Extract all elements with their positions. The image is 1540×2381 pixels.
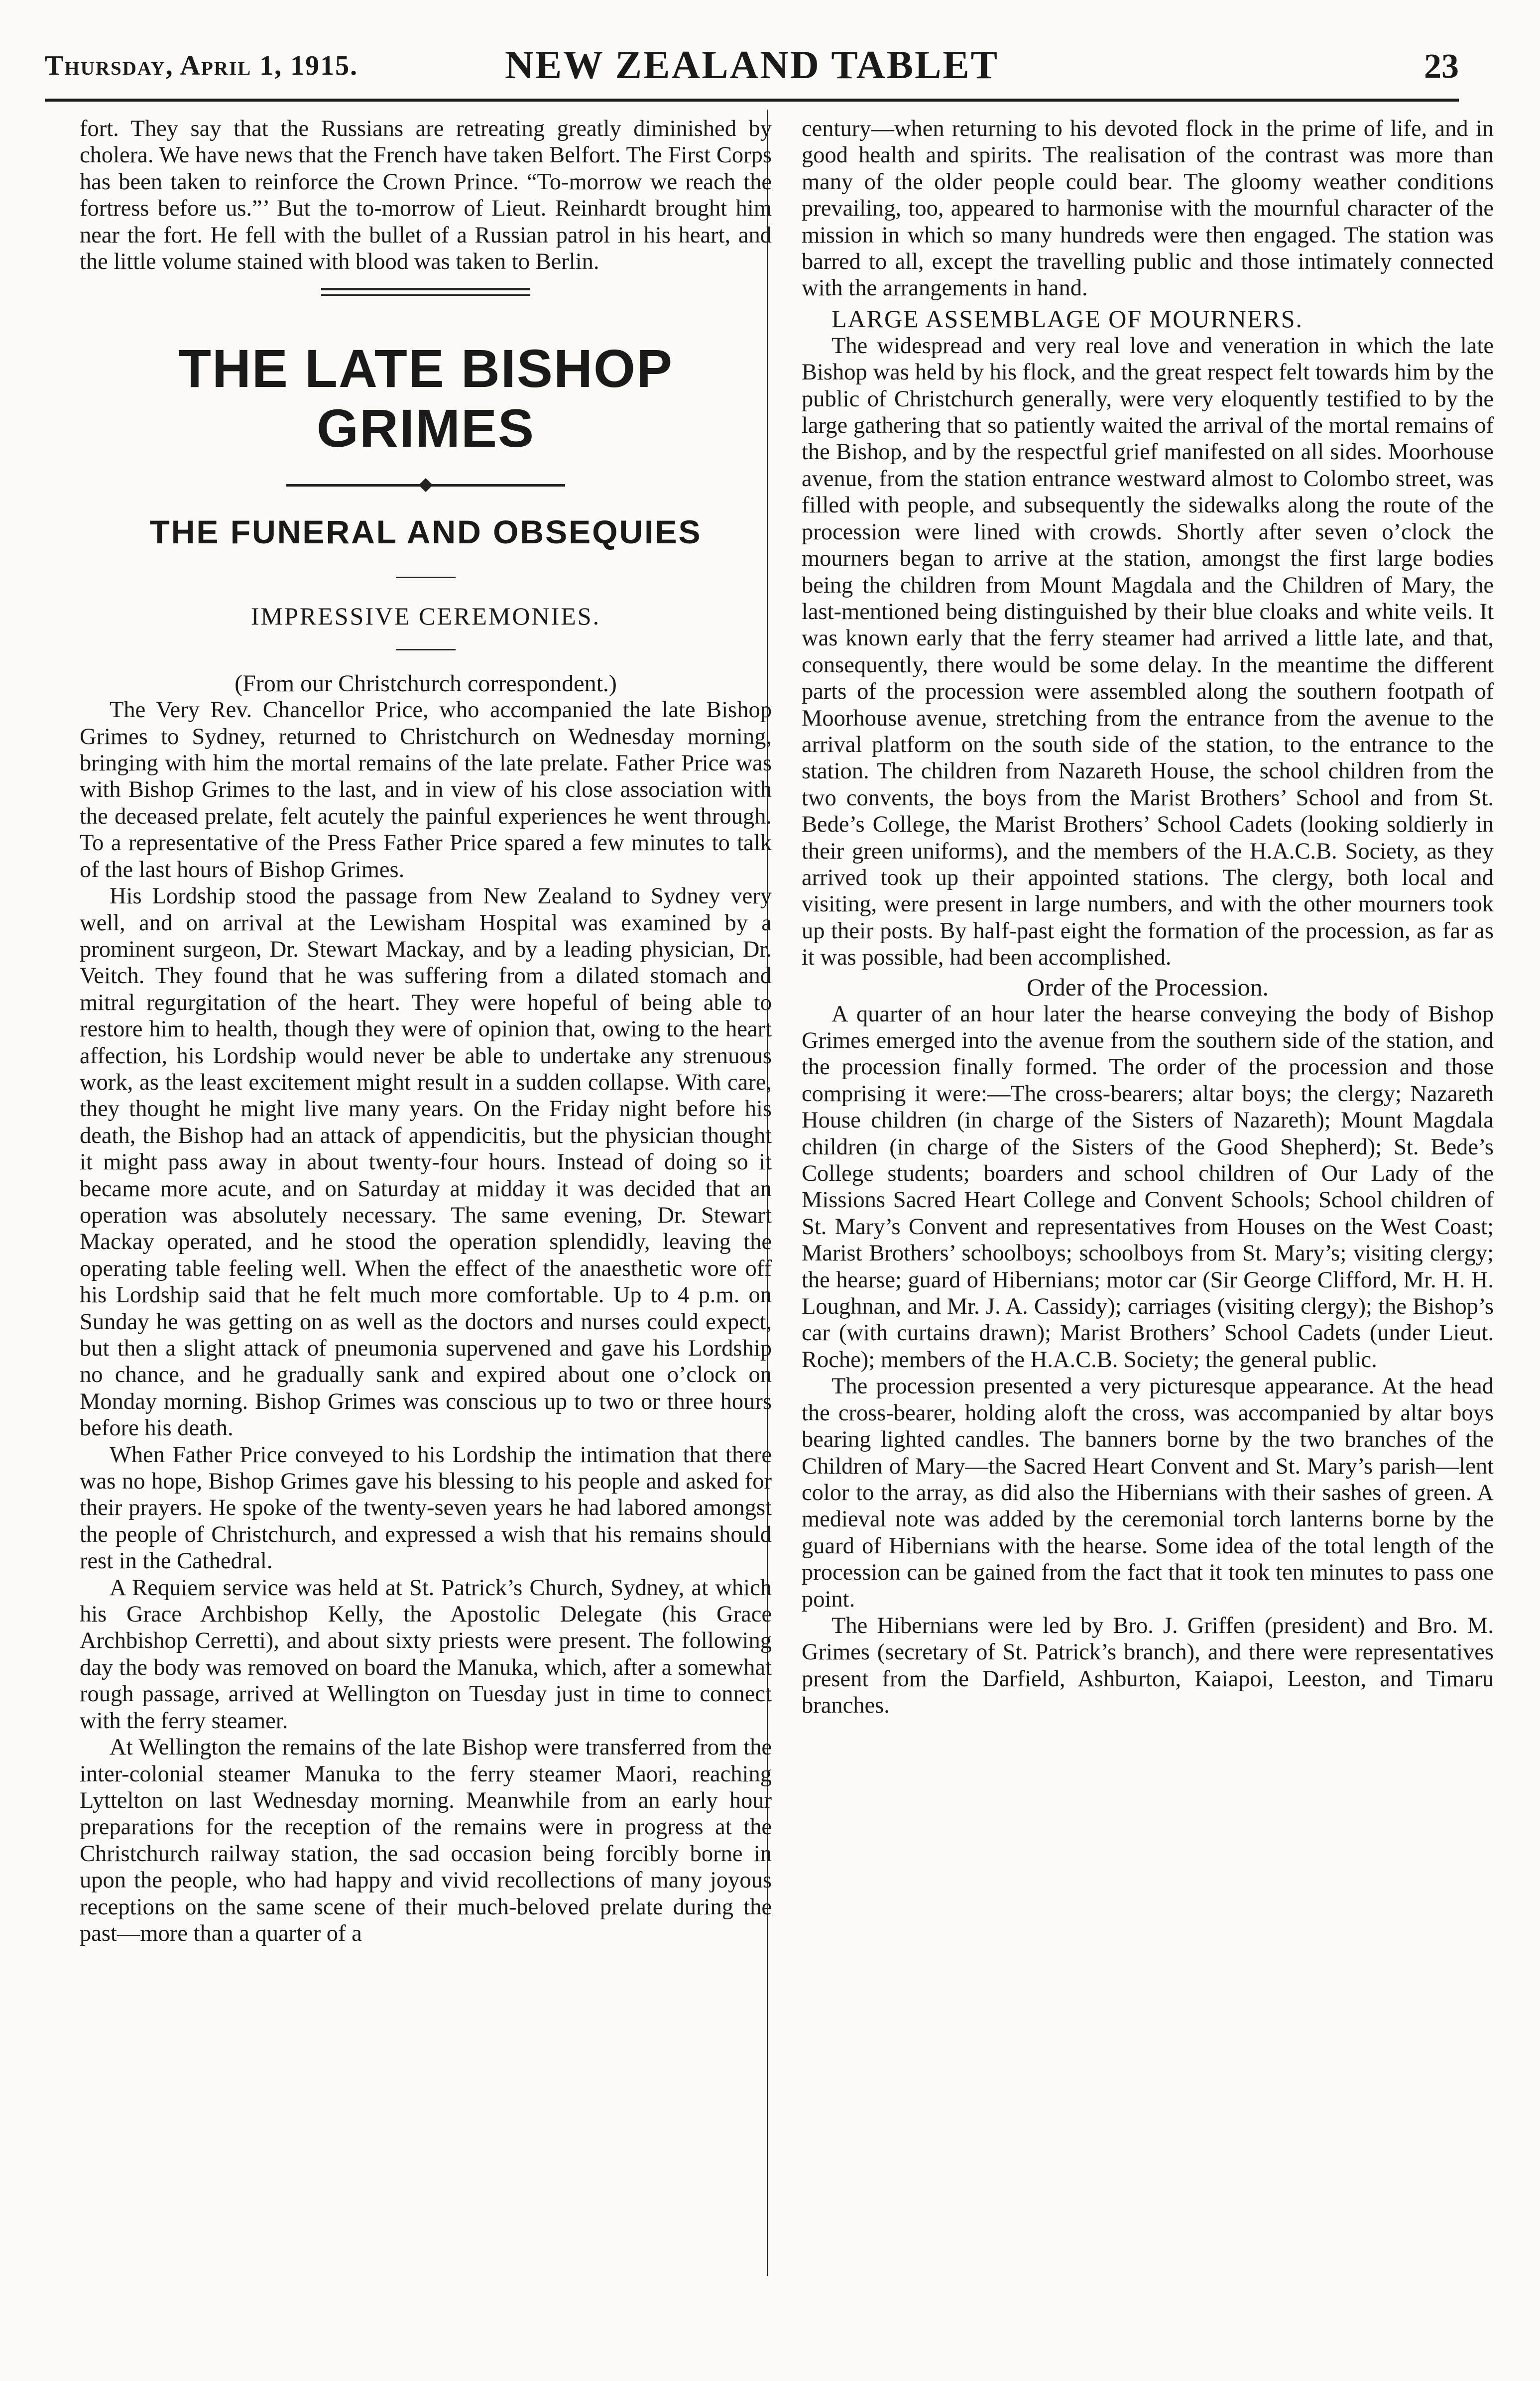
paragraph: The widespread and very real love and veneration in which the late Bishop was held by his flock, and the great respect felt towards him by the public of Christchurch generally, were very eloquently testified to by the large gathering that so patiently waited the arrival of the mortal remains of the Bishop, and by the respectful grief manifested on all sides. Moorhouse avenue, from the station entrance westward almost to Colombo street, was filled with people, and subsequently the sidewalks along the route of the procession were lined with crowds. Shortly after seven o’clock the mourners began to arrive at the station, amongst the first large bodies being the children from Mount Magdala and the Children of Mary, the last-mentioned being distinguished by their blue cloaks and white veils. It was known early that the ferry steamer had arrived a little late, and that, consequently, there would be some delay. In the meantime the different parts of the procession were assembled along the southern footpath of Moorhouse avenue, stretching from the entrance from the avenue to the arrival platform on the south side of the station, to the entrance to the station. The children from Nazareth House, the school children from the two convents, the boys from the Marist Brothers’ School and from St. Bede’s College, the Marist Brothers’ School Cadets (looking soldierly in their green uniforms), and the members of the H.A.C.B. Society, as they arrived took up their appointed stations. The clergy, both local and visiting, were present in large numbers, and with the other mourners took up their posts. By half-past eight the formation of the procession, as far as it was possible, had been accomplished. bbox=[802, 333, 1494, 971]
masthead bbox=[45, 40, 1459, 100]
continued-article-text: fort. They say that the Russians are retreating greatly diminished by cholera. We have news that the French have taken Belfort. The First Corps has been taken to reinforce the Crown Prince. “To-morrow we reach the fortress before us.”’ But the to-morrow of Lieut. Reinhardt brought him near the fort. He fell with the bullet of a Russian patrol in his heart, and the little volume stained with blood was taken to Berlin. bbox=[80, 116, 772, 275]
short-rule bbox=[396, 649, 456, 650]
paragraph: When Father Price conveyed to his Lordship the intimation that there was no hope, Bishop Grimes gave his blessing to his people and asked for their prayers. He spoke of the twenty-seven years he had labored amongst the people of Christchurch, and expressed a wish that his remains should rest in the Cathedral. bbox=[80, 1442, 772, 1574]
issue-date: Thursday, April 1, 1915. bbox=[45, 50, 358, 81]
paragraph: A Requiem service was held at St. Patrick’s Church, Sydney, at which his Grace Archbishop Kelly, the Apostolic Delegate (his Grace Archbishop Cerretti), and about sixty priests were present. The following day the body was removed on board the Manuka, which, after a somewhat rough passage, arrived at Wellington on Tuesday just in time to connect with the ferry steamer. bbox=[80, 1575, 772, 1734]
section-heading: LARGE ASSEMBLAGE OF MOURNERS. bbox=[831, 304, 1303, 333]
section-heading: Order of the Procession. bbox=[1027, 973, 1269, 1001]
paragraph: A quarter of an hour later the hearse conveying the body of Bishop Grimes emerged into the avenue from the southern side of the station, and the procession finally formed. The order of the procession and those comprising it were:—The cross-bearers; altar boys; the clergy; Nazareth House children (in charge of the Sisters of Nazareth); Mount Magdala children (in charge of the Sisters of the Good Shepherd); St. Bede’s College students; boarders and school children of Our Lady of the Missions Sacred Heart College and Convent Schools; School children of St. Mary’s Convent and representatives from Houses on the West Coast; Marist Brothers’ schoolboys; schoolboys from St. Mary’s; visiting clergy; the hearse; guard of Hibernians; motor car (Sir George Clifford, Mr. H. H. Loughnan, and Mr. J. A. Cassidy); carriages (visiting clergy); the Bishop’s car (with curtains drawn); Marist Brothers’ School Cadets (under Lieut. Roche); members of the H.A.C.B. Society; the general public. bbox=[802, 1001, 1494, 1373]
article-subheadline: THE FUNERAL AND OBSEQUIES bbox=[149, 513, 702, 551]
right-column bbox=[802, 116, 1494, 1719]
left-column bbox=[80, 116, 772, 1947]
publication-title: NEW ZEALAND TABLET bbox=[504, 43, 999, 87]
paragraph: His Lordship stood the passage from New Zealand to Sydney very well, and on arrival at the Lewisham Hospital was examined by a prominent surgeon, Dr. Stewart Mackay, and by a leading physician, Dr. Veitch. They found that he was suffering from a dilated stomach and mitral regurgitation of the heart. They were hopeful of being able to restore him to health, though they were of opinion that, owing to the heart affection, his Lordship would never be able to undertake any strenuous work, as the least excitement might result in a sudden collapse. With care, they thought he might live many years. On the Friday night before his death, the Bishop had an attack of appendicitis, but the physician thought it might pass away in about twenty-four hours. Instead of doing so it became more acute, and on Saturday at midday it was decided that an operation was absolutely necessary. The same evening, Dr. Stewart Mackay operated, and he stood the operation splendidly, leaving the operating table feeling well. When the effect of the anaesthetic wore off his Lordship said that he felt much more comfortable. Up to 4 p.m. on Sunday he was getting on as well as the doctors and nurses could expect, but then a slight attack of pneumonia supervened and gave his Lordship no chance, and he gradually sank and expired about one o’clock on Monday morning. Bishop Grimes was conscious up to two or three hours before his death. bbox=[80, 883, 772, 1441]
continued-article-text: century—when returning to his devoted flock in the prime of life, and in good health and spirits. The realisation of the contrast was more than many of the older people could bear. The gloomy weather conditions prevailing, too, appeared to harmonise with the mournful character of the mission in which so many hundreds were then engaged. The station was barred to all, except the travelling public and those intimately connected with the arrangements in hand. bbox=[802, 116, 1494, 301]
ornamental-rule bbox=[286, 480, 565, 490]
paragraph: The procession presented a very picturesque appearance. At the head the cross-bearer, holding aloft the cross, was accompanied by altar boys bearing lighted candles. The banners borne by the two branches of the Children of Mary—the Sacred Heart Convent and St. Mary’s parish—lent color to the array, as did also the Hibernians with their sashes of green. A medieval note was added by the ceremonial torch lanterns borne by the guard of Hibernians with the hearse. Some idea of the total length of the procession can be gained from the fact that it took ten minutes to pass one point. bbox=[802, 1374, 1494, 1612]
byline: (From our Christchurch correspondent.) bbox=[235, 670, 617, 697]
short-rule bbox=[396, 577, 456, 578]
masthead-rule bbox=[45, 99, 1459, 102]
paragraph: The Very Rev. Chancellor Price, who accompanied the late Bishop Grimes to Sydney, returned to Christchurch on Wednesday morning, bringing with him the mortal remains of the late prelate. Father Price was with Bishop Grimes to the last, and in view of his close association with the deceased prelate, felt acutely the painful experiences he went through. To a representative of the Press Father Price spared a few minutes to talk of the last hours of Bishop Grimes. bbox=[80, 697, 772, 882]
section-title: IMPRESSIVE CEREMONIES. bbox=[250, 602, 601, 630]
page-number: 23 bbox=[1424, 47, 1459, 86]
paragraph: At Wellington the remains of the late Bishop were transferred from the inter-colonial steamer Manuka to the ferry steamer Maori, reaching Lyttelton on last Wednesday morning. Meanwhile from an early hour preparations for the reception of the remains were in progress at the Christchurch railway station, the sad occasion being forcibly borne in upon the people, who had happy and vivid recollections of many joyous receptions on the same scene of their much-beloved prelate during the past—more than a quarter of a bbox=[80, 1735, 772, 1946]
paragraph: The Hibernians were led by Bro. J. Griffen (president) and Bro. M. Grimes (secretary of St. Patrick’s branch), and there were representatives present from the Darfield, Ashburton, Kaiapoi, Leeston, and Timaru branches. bbox=[802, 1613, 1494, 1719]
article-separator bbox=[321, 288, 530, 296]
article-headline: THE LATE BISHOP GRIMES bbox=[178, 338, 674, 459]
